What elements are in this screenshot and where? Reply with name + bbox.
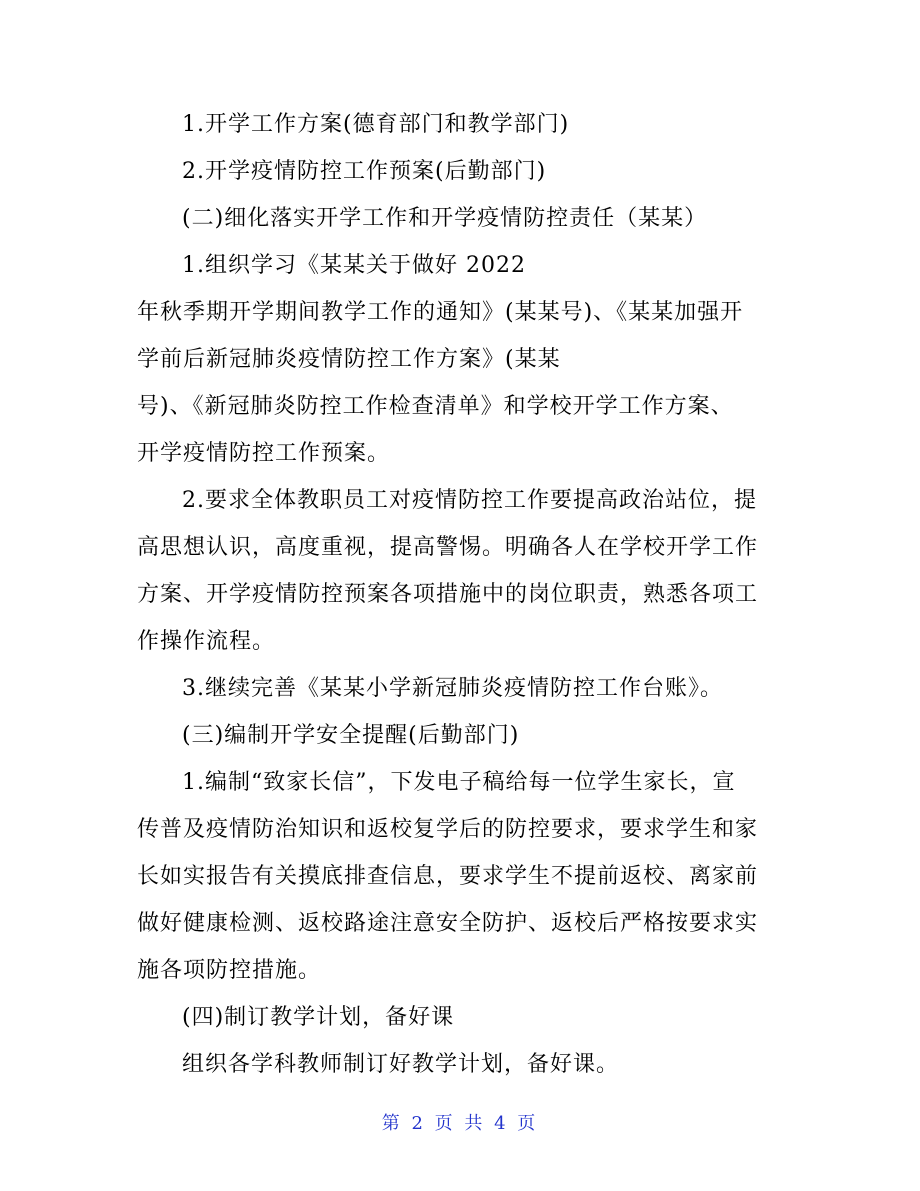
page-number-footer: 第 2 页 共 4 页 — [381, 1113, 539, 1134]
text-line-15: 1.编制“致家长信”，下发电子稿给每一位学生家长，宣 — [182, 770, 736, 795]
section-heading-2: (二)细化落实开学工作和开学疫情防控责任（某某） — [182, 206, 708, 231]
text-line-4: 1.组织学习《某某关于做好 2022 — [182, 253, 526, 278]
text-line-13: 3.继续完善《某某小学新冠肺炎疫情防控工作台账》。 — [182, 676, 723, 701]
text-line-17: 长如实报告有关摸底排查信息，要求学生不提前返校、离家前 — [137, 864, 759, 889]
text-line-8: 开学疫情防控工作预案。 — [137, 441, 391, 466]
text-line-21: 组织各学科教师制订好教学计划，备好课。 — [182, 1052, 620, 1077]
text-line-18: 做好健康检测、返校路途注意安全防护、返校后严格按要求实 — [137, 911, 759, 936]
text-line-11: 方案、开学疫情防控预案各项措施中的岗位职责，熟悉各项工 — [137, 582, 759, 607]
text-line-2: 2.开学疫情防控工作预案(后勤部门) — [182, 159, 547, 184]
text-line-12: 作操作流程。 — [137, 629, 276, 654]
text-line-1: 1.开学工作方案(德育部门和教学部门) — [182, 112, 570, 137]
text-line-7: 号)、《新冠肺炎防控工作检查清单》和学校开学工作方案、 — [137, 394, 734, 419]
text-line-10: 高思想认识，高度重视，提高警惕。明确各人在学校开学工作 — [137, 535, 759, 560]
text-line-19: 施各项防控措施。 — [137, 958, 322, 983]
text-line-5: 年秋季期开学期间教学工作的通知》(某某号)、《某某加强开 — [137, 300, 744, 325]
text-line-9: 2.要求全体教职员工对疫情防控工作要提高政治站位，提 — [182, 488, 757, 513]
text-line-16: 传普及疫情防治知识和返校复学后的防控要求，要求学生和家 — [137, 817, 759, 842]
section-heading-3: (三)编制开学安全提醒(后勤部门) — [182, 723, 520, 748]
text-line-6: 学前后新冠肺炎疫情防控工作方案》(某某 — [137, 347, 561, 372]
section-heading-4: (四)制订教学计划，备好课 — [182, 1005, 455, 1030]
